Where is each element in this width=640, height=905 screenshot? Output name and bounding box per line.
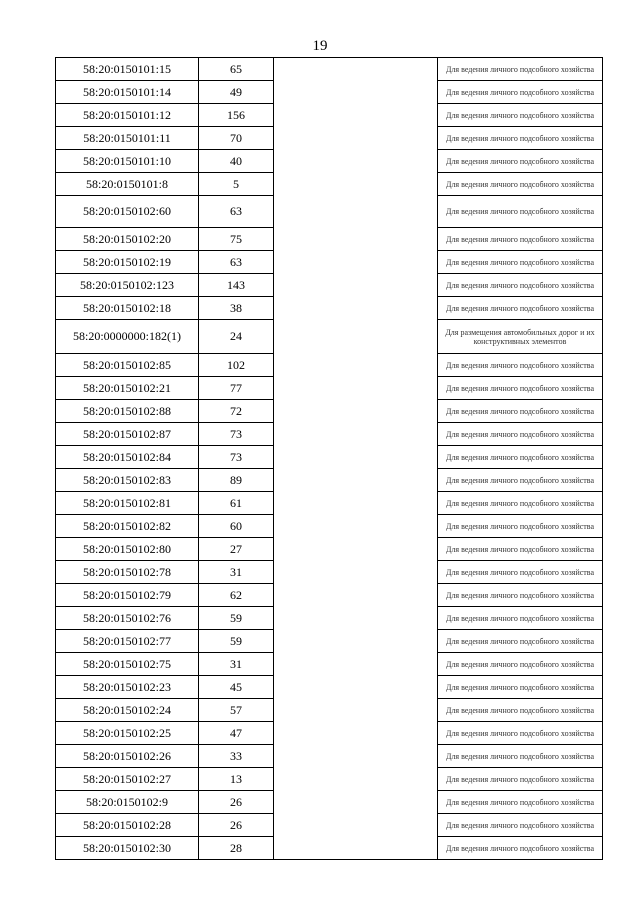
cadastral-number-cell: 58:20:0150102:79: [56, 584, 199, 607]
area-cell: 57: [199, 699, 274, 722]
permitted-use-cell: Для ведения личного подсобного хозяйства: [438, 228, 603, 251]
area-cell: 143: [199, 274, 274, 297]
permitted-use-cell: Для ведения личного подсобного хозяйства: [438, 561, 603, 584]
area-cell: 38: [199, 297, 274, 320]
permitted-use-cell: Для размещения автомобильных дорог и их конструктивных элементов: [438, 320, 603, 354]
area-cell: 13: [199, 768, 274, 791]
area-cell: 27: [199, 538, 274, 561]
area-cell: 65: [199, 58, 274, 81]
area-cell: 77: [199, 377, 274, 400]
permitted-use-cell: Для ведения личного подсобного хозяйства: [438, 423, 603, 446]
cadastral-number-cell: 58:20:0150102:9: [56, 791, 199, 814]
area-cell: 63: [199, 251, 274, 274]
permitted-use-cell: Для ведения личного подсобного хозяйства: [438, 354, 603, 377]
cadastral-number-cell: 58:20:0150101:10: [56, 150, 199, 173]
cadastral-number-cell: 58:20:0150102:25: [56, 722, 199, 745]
area-cell: 28: [199, 837, 274, 860]
permitted-use-cell: Для ведения личного подсобного хозяйства: [438, 150, 603, 173]
area-cell: 40: [199, 150, 274, 173]
area-cell: 63: [199, 196, 274, 228]
area-cell: 26: [199, 814, 274, 837]
cadastral-number-cell: 58:20:0150102:77: [56, 630, 199, 653]
area-cell: 75: [199, 228, 274, 251]
cadastral-number-cell: 58:20:0150102:21: [56, 377, 199, 400]
permitted-use-cell: Для ведения личного подсобного хозяйства: [438, 676, 603, 699]
permitted-use-cell: Для ведения личного подсобного хозяйства: [438, 127, 603, 150]
permitted-use-cell: Для ведения личного подсобного хозяйства: [438, 469, 603, 492]
area-cell: 47: [199, 722, 274, 745]
permitted-use-cell: Для ведения личного подсобного хозяйства: [438, 515, 603, 538]
permitted-use-cell: Для ведения личного подсобного хозяйства: [438, 81, 603, 104]
permitted-use-cell: Для ведения личного подсобного хозяйства: [438, 837, 603, 860]
area-cell: 5: [199, 173, 274, 196]
permitted-use-cell: Для ведения личного подсобного хозяйства: [438, 377, 603, 400]
area-cell: 89: [199, 469, 274, 492]
land-plots-table-body: [56, 58, 603, 860]
permitted-use-cell: Для ведения личного подсобного хозяйства: [438, 104, 603, 127]
cadastral-number-cell: 58:20:0150102:27: [56, 768, 199, 791]
cadastral-number-cell: 58:20:0150102:78: [56, 561, 199, 584]
cadastral-number-cell: 58:20:0150101:15: [56, 58, 199, 81]
permitted-use-cell: Для ведения личного подсобного хозяйства: [438, 630, 603, 653]
permitted-use-cell: Для ведения личного подсобного хозяйства: [438, 251, 603, 274]
permitted-use-cell: Для ведения личного подсобного хозяйства: [438, 173, 603, 196]
cadastral-number-cell: 58:20:0150101:11: [56, 127, 199, 150]
area-cell: 60: [199, 515, 274, 538]
cadastral-number-cell: 58:20:0150102:24: [56, 699, 199, 722]
cadastral-number-cell: 58:20:0150102:19: [56, 251, 199, 274]
area-cell: 73: [199, 446, 274, 469]
area-cell: 24: [199, 320, 274, 354]
area-cell: 102: [199, 354, 274, 377]
permitted-use-cell: Для ведения личного подсобного хозяйства: [438, 274, 603, 297]
cadastral-number-cell: 58:20:0150102:60: [56, 196, 199, 228]
area-cell: 72: [199, 400, 274, 423]
land-plots-table: [55, 57, 603, 860]
permitted-use-cell: Для ведения личного подсобного хозяйства: [438, 791, 603, 814]
area-cell: 31: [199, 653, 274, 676]
area-cell: 70: [199, 127, 274, 150]
permitted-use-cell: Для ведения личного подсобного хозяйства: [438, 297, 603, 320]
permitted-use-cell: Для ведения личного подсобного хозяйства: [438, 653, 603, 676]
permitted-use-cell: Для ведения личного подсобного хозяйства: [438, 745, 603, 768]
permitted-use-cell: Для ведения личного подсобного хозяйства: [438, 492, 603, 515]
cadastral-number-cell: 58:20:0000000:182(1): [56, 320, 199, 354]
area-cell: 73: [199, 423, 274, 446]
cadastral-number-cell: 58:20:0150102:18: [56, 297, 199, 320]
cadastral-number-cell: 58:20:0150102:84: [56, 446, 199, 469]
cadastral-number-cell: 58:20:0150102:83: [56, 469, 199, 492]
permitted-use-cell: Для ведения личного подсобного хозяйства: [438, 446, 603, 469]
permitted-use-cell: Для ведения личного подсобного хозяйства: [438, 400, 603, 423]
cadastral-number-cell: 58:20:0150102:28: [56, 814, 199, 837]
area-cell: 45: [199, 676, 274, 699]
permitted-use-cell: Для ведения личного подсобного хозяйства: [438, 768, 603, 791]
permitted-use-cell: Для ведения личного подсобного хозяйства: [438, 58, 603, 81]
area-cell: 59: [199, 630, 274, 653]
table-row: [56, 58, 603, 81]
cadastral-number-cell: 58:20:0150101:8: [56, 173, 199, 196]
cadastral-number-cell: 58:20:0150102:80: [56, 538, 199, 561]
cadastral-number-cell: 58:20:0150102:75: [56, 653, 199, 676]
permitted-use-cell: Для ведения личного подсобного хозяйства: [438, 699, 603, 722]
cadastral-number-cell: 58:20:0150102:85: [56, 354, 199, 377]
cadastral-number-cell: 58:20:0150102:123: [56, 274, 199, 297]
cadastral-number-cell: 58:20:0150102:87: [56, 423, 199, 446]
permitted-use-cell: Для ведения личного подсобного хозяйства: [438, 584, 603, 607]
cadastral-number-cell: 58:20:0150102:23: [56, 676, 199, 699]
area-cell: 59: [199, 607, 274, 630]
area-cell: 156: [199, 104, 274, 127]
cadastral-number-cell: 58:20:0150102:20: [56, 228, 199, 251]
permitted-use-cell: Для ведения личного подсобного хозяйства: [438, 722, 603, 745]
area-cell: 26: [199, 791, 274, 814]
cadastral-number-cell: 58:20:0150102:76: [56, 607, 199, 630]
cadastral-number-cell: 58:20:0150101:12: [56, 104, 199, 127]
cadastral-number-cell: 58:20:0150102:88: [56, 400, 199, 423]
area-cell: 49: [199, 81, 274, 104]
area-cell: 33: [199, 745, 274, 768]
area-cell: 31: [199, 561, 274, 584]
permitted-use-cell: Для ведения личного подсобного хозяйства: [438, 607, 603, 630]
permitted-use-cell: Для ведения личного подсобного хозяйства: [438, 196, 603, 228]
cadastral-number-cell: 58:20:0150102:82: [56, 515, 199, 538]
cadastral-number-cell: 58:20:0150102:26: [56, 745, 199, 768]
area-cell: 61: [199, 492, 274, 515]
permitted-use-cell: Для ведения личного подсобного хозяйства: [438, 814, 603, 837]
cadastral-number-cell: 58:20:0150102:81: [56, 492, 199, 515]
area-cell: 62: [199, 584, 274, 607]
cadastral-number-cell: 58:20:0150101:14: [56, 81, 199, 104]
empty-merged-cell: [274, 58, 438, 860]
page-number: 19: [312, 38, 328, 54]
cadastral-number-cell: 58:20:0150102:30: [56, 837, 199, 860]
permitted-use-cell: Для ведения личного подсобного хозяйства: [438, 538, 603, 561]
